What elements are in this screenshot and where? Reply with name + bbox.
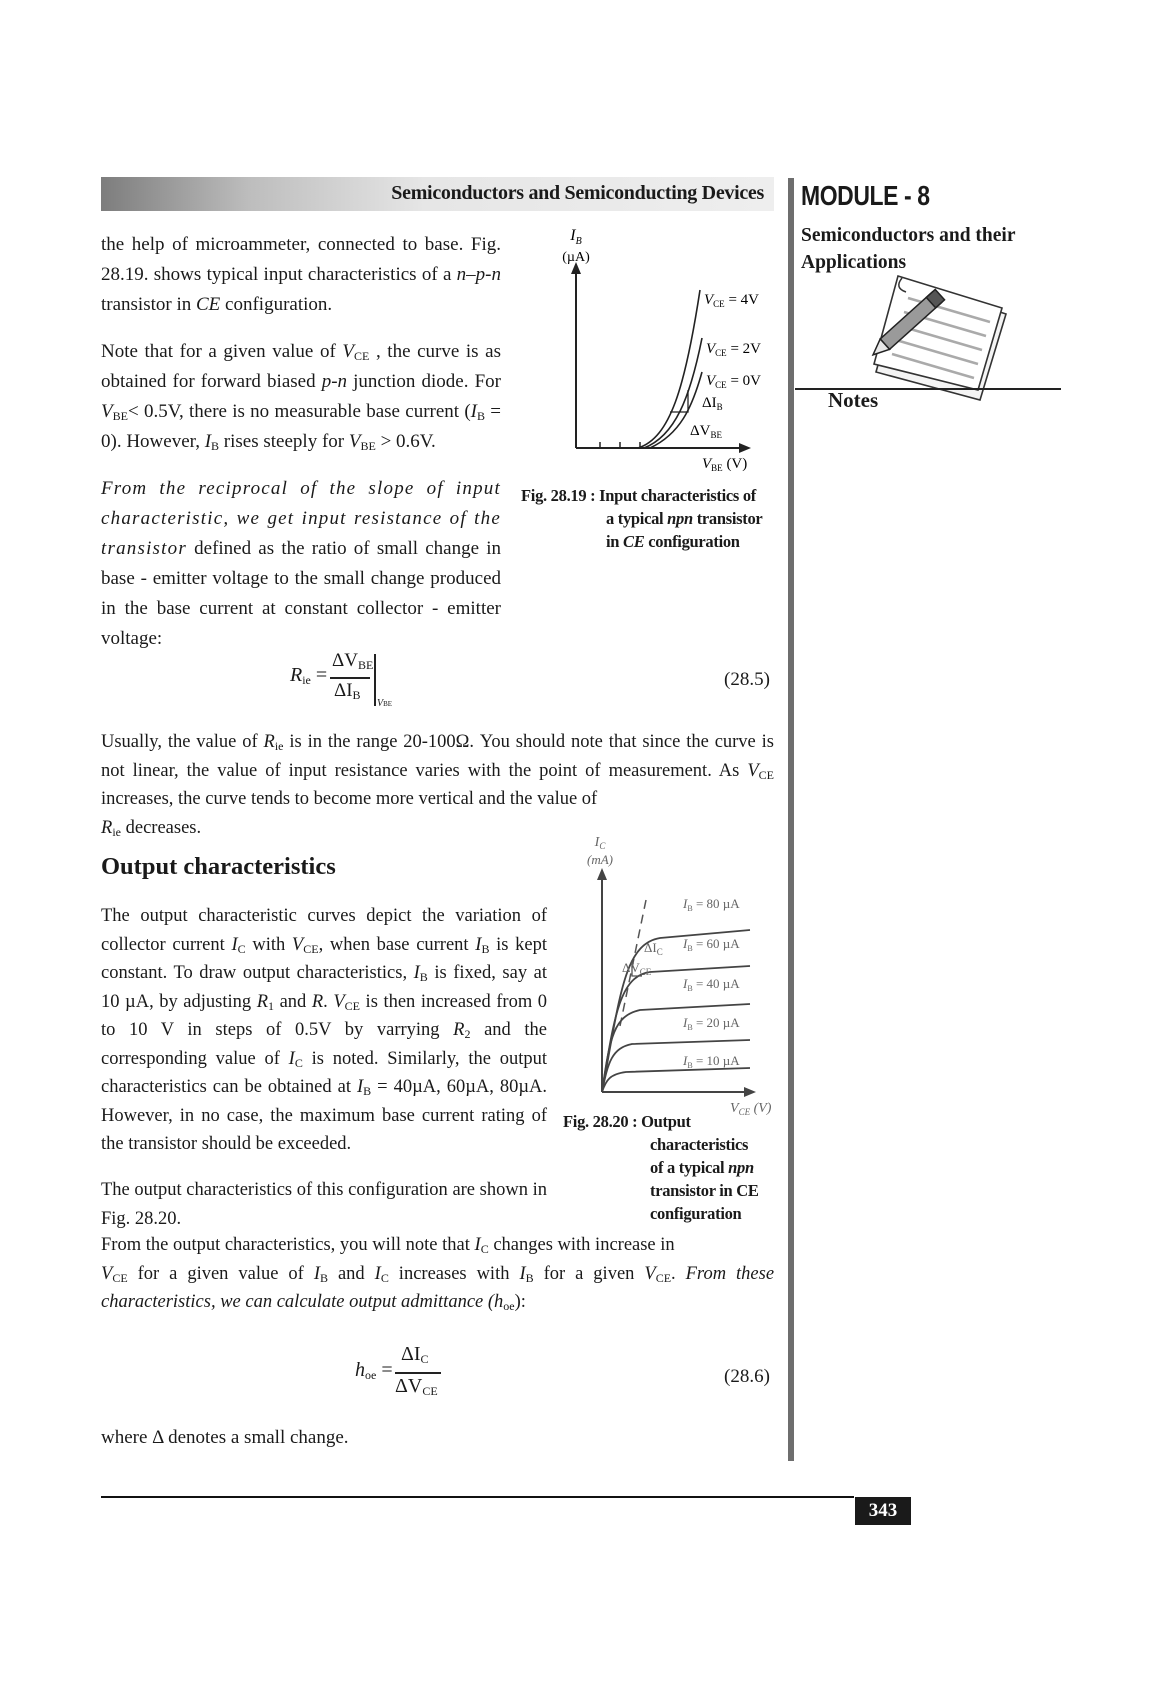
output-x-axis-label: $V_{CE}$ (V) [730,1101,772,1117]
equation-number-28-5: (28.5) [724,669,770,690]
output-characteristics-figure [580,826,780,1122]
input-x-axis-label: $V_{BE}$ (V) [702,456,748,473]
output-y-axis-label: $I_C$ [594,835,606,851]
input-characteristics-figure [520,228,780,478]
equation-28-6: $h_{oe}$ = $\Delta I_C$ $\Delta V_{CE}$ [355,1343,465,1405]
paragraph-output-config: The output characteristics of this configuration are shown in Fig. 28.20. [101,1180,547,1229]
margin-divider [788,178,794,1461]
delta-vbe-label: $\Delta V_{BE}$ [690,423,722,440]
equation-28-5: $R_{ie}$ = $\Delta V_{BE}$ $\Delta I_B$ VBE [290,650,393,709]
delta-ic-label: $\Delta I_C$ [644,940,663,957]
paragraph-resistance-range: Usually, the value of $R_{ie}$ is in the range 20-100Ω. You should note that since the curve is not linear, the value of input resistance varies with the point of measurement. As $V_{CE}$ increases, the curve tends to become more vertical and the value of $R_{ie}$ decreases. [101,732,774,839]
delta-vce-label: $\Delta V_{CE}$ [622,960,652,977]
paragraph-delta-note: where Δ denotes a small change. [101,1427,349,1448]
running-header-title: Semiconductors and Semiconducting Devices [391,182,764,204]
section-heading-output-characteristics: Output characteristics [101,853,336,880]
notepad-pencil-icon [868,262,1018,408]
running-header [101,177,774,211]
paragraph-output-curves: The output characteristic curves depict the variation of collector current $I_C$ with $V_{CE}$, when base current $I_B$ is kept constant. To draw output characteristics, $I_B$ is fixed, say at 10 µA, by adjusting $R_1$ and R. $V_{CE}$ is then increased from 0 to 10 V in steps of 0.5V by varrying $R_2$ and the corresponding value of $I_C$ is noted. Similarly, the output characteristics can be obtained at $I_B = 40\mu A$, 60µA, 80µA. However, in no case, the maximum base current rating of the transistor should be exceeded. [101,906,548,1154]
curve-label-vce-0v: $V_{CE} = 0V$ [706,373,761,390]
curve-label-ib-40: $I_B = 40$ µA [683,976,740,993]
footer-rule [101,1496,854,1498]
input-y-axis-unit: (µA) [562,250,590,265]
module-label: MODULE - 8 [801,180,930,211]
fig-28-19-caption: Fig. 28.19 : Input characteristics of a typical npn transistor in CE configuration [521,486,763,551]
notes-label: Notes [828,388,879,412]
curve-label-vce-4v: $V_{CE} = 4V$ [704,292,759,309]
equation-number-28-6: (28.6) [724,1366,770,1387]
paragraph-output-admittance: From the output characteristics, you will note that $I_C$ changes with increase in $V_{CE}$ for a given value of $I_B$ and $I_C$ increases with $I_B$ for a given $V_{CE}$. From these characteristics, we can calculate output admittance $(h_{oe})$: [101,1235,775,1313]
paragraph-intro: the help of microammeter, connected to base. Fig. 28.19. shows typical input characteristics of a n–p-n transistor in CE configuration. [101,234,501,315]
paragraph-input-resistance: From the reciprocal of the slope of input characteristic, we get input resistance of the transistor defined as the ratio of small change in base - emitter voltage to the small change produced in the base current at constant collector - emitter voltage: [101,478,501,649]
curve-label-ib-10: $I_B = 10$ µA [683,1053,740,1070]
fig-28-20-caption: Fig. 28.20 : Output characteristics of a typical npn transistor in CE configuration [563,1112,759,1223]
paragraph-input-curve: Note that for a given value of $V_{CE}$ , the curve is as obtained for forward biased p-n junction diode. For $V_{BE}< 0.5V$, there is no measurable base current $(I_B = 0)$. However, $I_B$ rises steeply for $V_{BE} > 0.6V$. [101,341,502,453]
curve-label-ib-20: $I_B = 20$ µA [683,1015,740,1032]
delta-ib-label: $\Delta I_B$ [702,395,723,412]
input-y-axis-label: $I_B$ [570,228,582,247]
curve-label-ib-60: $I_B = 60$ µA [683,936,740,953]
curve-label-ib-80: $I_B = 80$ µA [683,896,740,913]
page-number: 343 [855,1497,911,1525]
curve-label-vce-2v: $V_{CE} = 2V$ [706,341,761,358]
output-y-axis-unit: (mA) [587,852,613,867]
sidebar-title: Semiconductors and their Applications [801,225,1016,273]
